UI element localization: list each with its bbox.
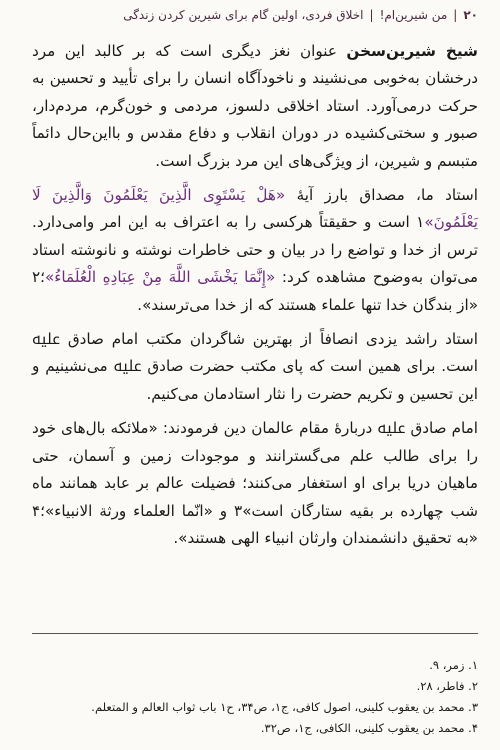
quran-quote: «إِنَّمَا یَخْشَی اللَّهَ مِنْ عِبَادِهِ الْعُلَمَاءُ» (45, 268, 276, 287)
paragraph-1 (32, 38, 478, 175)
paragraph-4 (32, 415, 478, 552)
paragraph-lead: شیخ شیرین‌سخن (346, 42, 478, 60)
paragraph-2 (32, 182, 478, 319)
paragraph-text: امام صادق ﷷ دربارهٔ مقام عالمان دین فرمودند: «ملائکه بال‌های خود را برای طالب علم می‌گسترانند و موجودات زمین و آسمان، حتی ماهیان دریا برای او استغفار می‌کنند؛ فضیلت عالم بر عابد همانند ماه شب چهارده بر بقیه ستارگان است»۳ و «انّما العلماء ورثة الانبیاء»؛۴ «به تحقیق دانشمندان وارثان انبیاء الهی هستند». (32, 419, 478, 547)
page-number: ۲۰ (463, 8, 478, 22)
header-divider: | (369, 8, 374, 22)
paragraph-text: استاد ما، مصداق بارز آیهٔ (285, 186, 478, 205)
footnote-divider (32, 633, 478, 634)
footnote-item: ۴. محمد بن یعقوب کلینی، الکافی، ج۱، ص۳۲. (260, 721, 478, 735)
footnote-item: ۳. محمد بن یعقوب کلینی، اصول کافی، ج۱، ص۳۴، ح۱ باب ثواب العالم و المتعلم. (91, 700, 478, 714)
footnote-item: ۲. فاطر، ۲۸. (416, 679, 478, 693)
paragraph-text: ؛۲ «از بندگان خدا تنها علماء هستند که از خدا می‌ترسند». (32, 268, 478, 314)
chapter-subtitle: اخلاق فردی، اولین گام برای شیرین کردن زندگی (123, 8, 364, 22)
quran-quote: «هَلْ یَسْتَوِی الَّذِینَ یَعْلَمُونَ وَالَّذِینَ لَا یَعْلَمُونَ» (32, 186, 478, 232)
book-title: من شیرین‌ام! (379, 8, 448, 22)
paragraph-text: عنوان نغز دیگری است که بر کالبد این مرد درخشان به‌خوبی می‌نشیند و ناخودآگاه انسان را برای تأیید و تحسین به حرکت درمی‌آورد. استاد اخلاقی دلسوز، مردمی و خون‌گرم، مردم‌دار، صبور و سختی‌کشیده در دوران انقلاب و دفاع مقدس و بااین‌حال دائماً متبسم و شیرین، از ویژگی‌های این مرد بزرگ است. (32, 42, 478, 170)
paragraph-3 (32, 326, 478, 408)
paragraph-text: ۱ است و حقیقتاً هرکسی را به اعتراف به این امر وامی‌دارد. ترس از خدا و تواضع را در بیان و حتی خاطرات نوشته و نانوشته استاد می‌توان به‌وضوح مشاهده کرد: (32, 213, 478, 287)
footnotes (32, 655, 478, 739)
paragraph-text: استاد راشد یزدی انصافاً از بهترین شاگردان مکتب امام صادق ﷷ است. برای همین است که پای مکتب حضرت صادق ﷷ می‌نشینیم و این تحسین و تکریم حضرت را نثار استادمان می‌کنیم. (32, 330, 478, 403)
page-header (40, 6, 478, 24)
header-divider: | (453, 8, 458, 22)
footnote-item: ۱. زمر، ۹. (429, 658, 478, 672)
body-text (32, 38, 478, 559)
watermark-stamp (6, 650, 26, 746)
